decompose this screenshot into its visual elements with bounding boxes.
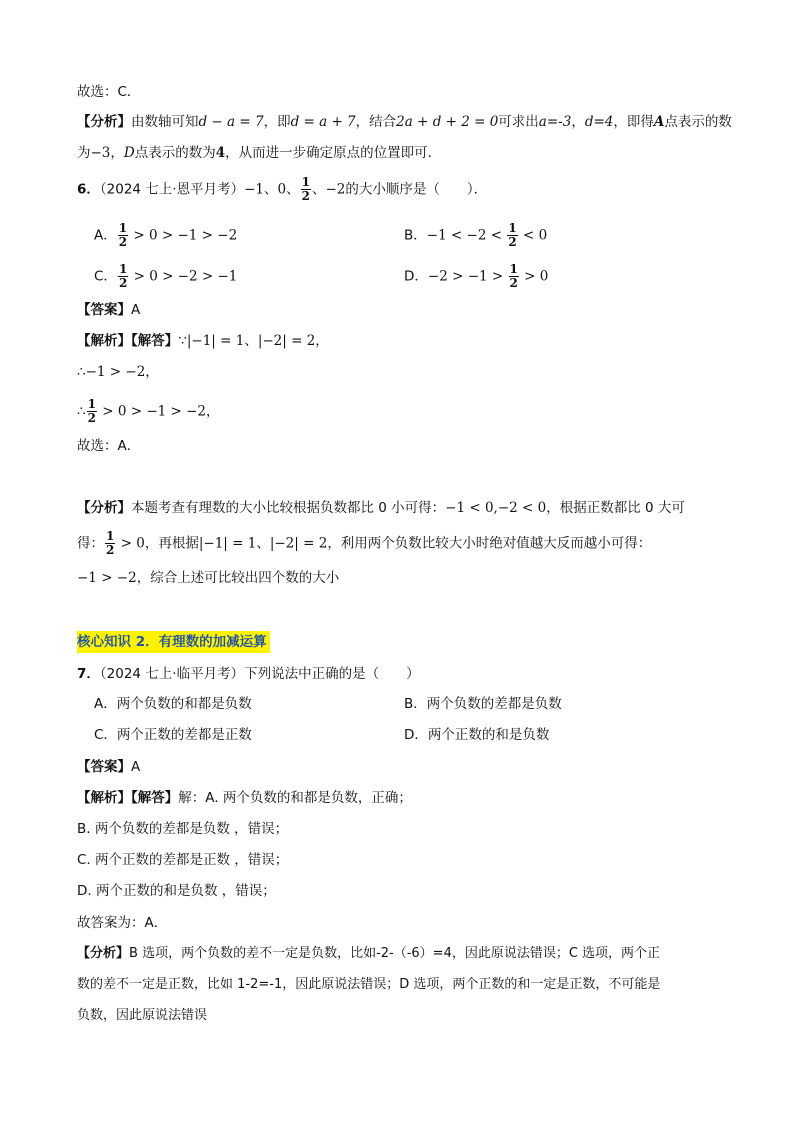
q7-option-b: B．两个负数的差都是负数: [404, 696, 562, 712]
q7-solution-line-2: B. 两个负数的差都是负数 ，错误；: [77, 821, 289, 837]
fraction-half: $\frac{1}{2}$: [87, 397, 96, 425]
fraction-half: $\frac{1}{2}$: [118, 221, 128, 249]
q6-solution-line-3: ∴ $\frac{1}{2}$ > 0 > −1 > −2，: [77, 397, 220, 425]
q7-analysis-line-1: 【分析】B 选项，两个负数的差不一定是负数，比如-2-（-6）=4，因此原说法错误；C 选项，两个正: [77, 946, 661, 961]
q6-analysis-line-2: 得： $\frac{1}{2}$ > 0，再根据|−1| = 1、|−2| = 2，利用两个负数比较大小时绝对值越大反而越小可得：: [77, 529, 652, 557]
q6-solution-line-2: ∴−1 > −2，: [77, 364, 159, 380]
fraction-half: $\frac{1}{2}$: [106, 529, 115, 557]
q7-solution-line-1: 【解析】【解答】解：A. 两个负数的和都是负数，正确；: [77, 790, 412, 806]
q7-option-a: A．两个负数的和都是负数: [94, 696, 252, 712]
q7-solution-line-3: C. 两个正数的差都是正数 ，错误；: [77, 852, 289, 868]
analysis-tag: 【分析】: [77, 114, 131, 130]
q6-answer: 【答案】A: [77, 302, 141, 318]
q6-stem: 6．（2024 七上·恩平月考）−1、0、 $\frac{1}{2}$ 、−2的大小顺序是（ ）．: [77, 175, 488, 203]
fraction-half: $\frac{1}{2}$: [509, 262, 518, 290]
fraction-half: $\frac{1}{2}$: [118, 262, 128, 290]
q6-option-a: A． $\frac{1}{2}$ > 0 > −1 > −2: [94, 221, 238, 249]
q7-answer: 【答案】A: [77, 759, 141, 775]
section-heading: 核心知识 2．有理数的加减运算: [77, 631, 270, 653]
q6-analysis-line-3: −1 > −2，综合上述可比较出四个数的大小: [77, 570, 340, 586]
q7-option-c: C．两个正数的差都是正数: [94, 727, 252, 743]
q7-analysis-line-3: 负数，因此原说法错误: [77, 1008, 208, 1023]
fraction-half: $\frac{1}{2}$: [508, 221, 517, 249]
q6-solution-line-4: 故选：A．: [77, 438, 141, 454]
answer-choice-line: 故选：C．: [77, 84, 141, 100]
fraction-half: $\frac{1}{2}$: [301, 175, 310, 203]
q6-option-c: C． $\frac{1}{2}$ > 0 > −2 > −1: [94, 262, 238, 290]
q7-solution-line-5: 故答案为：A．: [77, 915, 168, 931]
q6-analysis-line-1: 【分析】本题考查有理数的大小比较根据负数都比 0 小可得：−1 < 0,−2 < 0，根据正数都比 0 大可: [77, 500, 685, 516]
q6-option-b: B．−1 < −2 < $\frac{1}{2}$ < 0: [404, 221, 548, 249]
q7-analysis-line-2: 数的差不一定是正数，比如 1-2=-1，因此原说法错误；D 选项，两个正数的和一定是正数，不可能是: [77, 977, 661, 992]
q7-option-d: D．两个正数的和是负数: [404, 727, 550, 743]
analysis-line-1: 【分析】由数轴可知d − a = 7，即d = a + 7，结合2a + d + 2 = 0可求出a=-3，d=4，即得A点表示的数: [77, 114, 732, 130]
q7-stem: 7．（2024 七上·临平月考）下列说法中正确的是（ ）: [77, 666, 420, 682]
q7-solution-line-4: D. 两个正数的和是负数 ，错误；: [77, 883, 276, 899]
q6-solution-line-1: 【解析】【解答】∵|−1| = 1、|−2| = 2，: [77, 333, 329, 349]
q6-option-d: D．−2 > −1 > $\frac{1}{2}$ > 0: [404, 262, 549, 290]
analysis-line-2: 为−3，D点表示的数为4，从而进一步确定原点的位置即可．: [77, 145, 442, 161]
